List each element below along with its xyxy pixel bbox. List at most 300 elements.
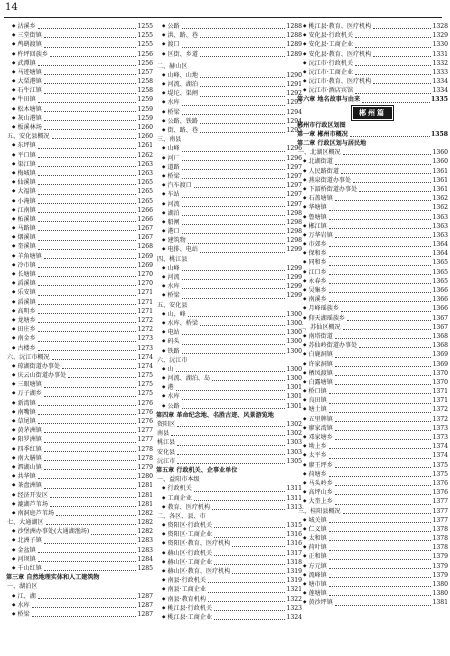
toc-entry-page: 1371 [432,388,448,396]
leader-dots [38,194,137,195]
toc-entry-title: ◆ 安化县·工商企业 [303,40,353,49]
toc-entry[interactable] [156,494,302,503]
toc-entry-title: ◆ 行政机关 [162,484,192,493]
toc-entry-title: ◆ 方元镇 [303,562,327,571]
toc-chapter-heading[interactable] [297,139,448,148]
toc-chapter-heading[interactable] [297,121,448,130]
toc-entry[interactable] [6,261,153,270]
leader-dots [44,469,137,470]
toc-entry[interactable] [297,387,448,396]
leader-dots [200,37,286,38]
toc-section-heading[interactable] [156,438,302,447]
toc-entry[interactable] [156,558,302,567]
toc-entry[interactable] [156,402,302,411]
toc-entry-page: 1331 [432,50,448,58]
toc-entry[interactable] [297,304,448,313]
toc-entry[interactable] [297,543,448,552]
toc-entry-title: ◆ 南县·工商企业 [162,585,206,594]
toc-entry-page: 1372 [432,406,448,414]
leader-dots [38,203,137,204]
toc-entry[interactable] [6,215,153,224]
toc-entry[interactable] [156,99,302,108]
toc-entry[interactable] [297,378,448,387]
toc-section-heading[interactable] [156,255,302,264]
toc-entry[interactable] [6,96,153,105]
toc-entry[interactable] [297,213,448,222]
toc-entry-title: ◆ 武潭镇 [12,59,36,68]
toc-entry-page: 1300 [286,365,302,373]
toc-entry[interactable] [156,200,302,209]
toc-entry[interactable] [6,206,153,215]
leader-dots [335,366,432,367]
toc-entry-page: 1323 [286,604,302,612]
toc-chapter-heading[interactable] [297,130,448,139]
toc-entry[interactable] [297,259,448,268]
toc-entry-page: 1282 [137,509,153,517]
toc-entry[interactable] [156,374,302,383]
toc-entry[interactable] [6,187,153,196]
toc-entry-page: 1276 [137,408,153,416]
toc-entry[interactable] [6,390,153,399]
toc-entry[interactable] [297,424,448,433]
toc-entry[interactable] [297,341,448,350]
toc-entry[interactable] [297,451,448,460]
toc-entry-title: 一、益阳市本级 [157,476,200,484]
leader-dots [335,485,432,486]
toc-entry[interactable] [156,144,302,153]
toc-entry[interactable] [297,203,448,212]
toc-entry-page: 1319 [286,568,302,576]
toc-entry[interactable] [6,279,153,288]
toc-entry-title: ◆ 桥梁 [162,172,180,181]
toc-entry[interactable] [297,194,448,203]
toc-section-heading[interactable] [6,132,153,141]
toc-entry-title: ◆ 经济开发区 [12,491,48,500]
toc-entry-page: 1280 [137,473,153,481]
toc-entry-page: 1364 [432,241,448,249]
toc-entry[interactable] [297,240,448,249]
toc-section-heading[interactable] [156,512,302,521]
toc-entry-title: 七、大通湖区 [7,519,44,527]
toc-entry[interactable] [156,328,302,337]
toc-entry[interactable] [6,233,153,242]
section-banner-label: 郴州篇 [353,107,392,119]
toc-entry-title: ◆ 万华岩镇 [303,231,333,240]
toc-entry-page: 1288 [286,32,302,40]
toc-entry-title: ◆ 南金乡 [12,334,36,343]
toc-entry-title: ◆ 金盆镇 [12,546,36,555]
toc-entry-page: 1364 [432,250,448,258]
leader-dots [373,56,431,57]
toc-entry-title: ◆ 南县·教育机构 [162,595,206,604]
toc-entry[interactable] [6,509,153,518]
toc-entry[interactable] [6,426,153,435]
toc-entry-title: ◆ 沅江市·工商企业 [303,68,353,77]
leader-dots [182,353,286,354]
toc-entry[interactable] [6,491,153,500]
toc-entry[interactable] [6,408,153,417]
leader-dots [62,368,136,369]
toc-entry-title: ◆ 江口乡 [303,268,327,277]
toc-entry[interactable] [6,141,153,150]
toc-entry[interactable] [156,236,302,245]
toc-entry[interactable] [6,481,153,490]
toc-entry-page: 1268 [137,243,153,251]
toc-entry[interactable] [297,479,448,488]
toc-entry[interactable] [156,50,302,59]
toc-entry-page: 1274 [137,353,153,361]
toc-entry[interactable] [6,86,153,95]
toc-entry-title: ◆ 牛田镇 [12,95,36,104]
toc-entry[interactable] [6,472,153,481]
toc-entry[interactable] [6,77,153,86]
toc-entry[interactable] [297,185,448,194]
toc-entry[interactable] [6,316,153,325]
toc-entry-page: 1282 [137,528,153,536]
toc-section-heading[interactable] [156,356,302,365]
toc-entry[interactable] [297,167,448,176]
toc-entry-page: 1358 [431,130,448,138]
toc-entry[interactable] [6,334,153,343]
toc-entry[interactable] [6,151,153,160]
toc-entry-page: 1318 [286,558,302,566]
toc-entry-title: ◆ 石盖塘镇 [303,194,333,203]
toc-entry-page: 1258 [137,78,153,86]
toc-entry-title: ◆ 资阳区·教育、医疗机构 [162,539,230,548]
leader-dots [329,219,432,220]
toc-entry[interactable] [156,540,302,549]
leader-dots [44,543,137,544]
toc-entry-page: 1292 [286,90,302,98]
toc-entry[interactable] [6,59,153,68]
toc-entry[interactable] [156,273,302,282]
toc-entry[interactable] [297,580,448,589]
toc-entry-page: 1305 [286,457,302,465]
toc-entry[interactable] [297,286,448,295]
toc-entry[interactable] [156,80,302,89]
toc-section-heading[interactable] [6,582,153,591]
toc-entry[interactable] [156,264,302,273]
toc-entry[interactable] [156,365,302,374]
toc-entry[interactable] [156,227,302,236]
toc-entry[interactable] [156,117,302,126]
toc-entry-title: ◆ 工商企业 [162,494,192,503]
toc-entry-page: 1376 [432,479,448,487]
toc-entry[interactable] [156,40,302,49]
toc-entry[interactable] [297,40,448,49]
toc-entry[interactable] [6,288,153,297]
toc-section-heading[interactable] [156,429,302,438]
leader-dots [362,102,430,103]
toc-entry-page: 1277 [137,427,153,435]
toc-entry[interactable] [6,592,153,601]
leader-dots [347,320,431,321]
toc-entry[interactable] [297,31,448,40]
toc-chapter-heading[interactable] [156,466,302,475]
toc-chapter-heading[interactable] [297,96,448,105]
toc-entry-title: ◆ 庆云山街道办事处 [12,371,66,380]
toc-entry[interactable] [6,298,153,307]
toc-entry[interactable] [297,488,448,497]
toc-entry-title: ◆ 长塘镇 [12,270,36,279]
toc-entry[interactable] [6,527,153,536]
toc-entry[interactable] [6,445,153,454]
toc-section-heading[interactable] [297,323,448,332]
toc-entry[interactable] [6,270,153,279]
toc-entry[interactable] [6,454,153,463]
toc-entry[interactable] [156,31,302,40]
toc-section-heading[interactable] [156,62,302,71]
toc-entry[interactable] [6,160,153,169]
toc-entry-title: ◆ 河流、湖泊 [162,80,198,89]
toc-entry[interactable] [297,470,448,479]
toc-entry-title: ◆ 道路 [162,163,180,172]
toc-entry-title: ◆ 南县·行政机关 [162,576,206,585]
toc-entry-page: 1375 [432,470,448,478]
toc-entry-title: ◆ 江、湖 [12,592,36,601]
toc-entry[interactable] [6,435,153,444]
toc-entry-page: 1365 [432,259,448,267]
leader-dots [38,414,137,415]
toc-entry-page: 1255 [137,41,153,49]
toc-entry-page: 1334 [432,78,448,86]
toc-entry[interactable] [156,503,302,512]
leader-dots [355,74,431,75]
toc-entry[interactable] [156,209,302,218]
toc-entry-page: 1377 [432,507,448,515]
toc-entry[interactable] [297,157,448,166]
toc-entry-page: 1301 [286,402,302,410]
toc-entry[interactable] [6,197,153,206]
toc-entry[interactable] [297,249,448,258]
toc-entry[interactable] [156,567,302,576]
toc-entry[interactable] [156,530,302,539]
toc-entry[interactable] [6,31,153,40]
leader-dots [38,478,137,479]
toc-entry[interactable] [6,537,153,546]
leader-dots [44,460,137,461]
toc-entry[interactable] [297,277,448,286]
toc-entry[interactable] [6,22,153,31]
toc-entry[interactable] [156,310,302,319]
toc-entry[interactable] [6,224,153,233]
toc-entry[interactable] [6,252,153,261]
toc-entry[interactable] [6,169,153,178]
toc-entry[interactable] [156,393,302,402]
toc-section-heading[interactable] [156,457,302,466]
toc-entry[interactable] [156,521,302,530]
toc-entry[interactable] [156,347,302,356]
toc-entry-title: ◆ 南大膳镇 [12,454,42,463]
toc-entry[interactable] [156,172,302,181]
leader-dots [329,274,432,275]
toc-entry[interactable] [6,114,153,123]
toc-entry[interactable] [6,399,153,408]
toc-entry[interactable] [156,163,302,172]
toc-entry[interactable] [156,246,302,255]
toc-entry[interactable] [6,371,153,380]
toc-entry-title: ◆ 古楼乡 [12,344,36,353]
toc-entry[interactable] [297,68,448,77]
toc-chapter-heading[interactable] [156,411,302,420]
toc-entry[interactable] [156,585,302,594]
toc-entry[interactable] [6,500,153,509]
toc-entry-page: 1266 [137,206,153,214]
toc-entry[interactable] [156,549,302,558]
toc-entry[interactable] [297,497,448,506]
toc-entry[interactable] [297,442,448,451]
leader-dots [171,435,285,436]
toc-entry-title: ◆ 许家洞镇 [303,360,333,369]
toc-entry[interactable] [156,181,302,190]
toc-entry[interactable] [6,344,153,353]
toc-entry[interactable] [297,22,448,31]
toc-entry[interactable] [297,461,448,470]
toc-entry-page: 1269 [137,261,153,269]
toc-entry[interactable] [297,516,448,525]
toc-entry-title: ◆ 流峰镇 [303,571,327,580]
toc-entry-page: 1311 [286,494,302,502]
toc-entry[interactable] [156,337,302,346]
toc-entry-title: 五、安化县概况 [7,133,50,141]
toc-entry[interactable] [297,415,448,424]
toc-entry[interactable] [156,154,302,163]
toc-entry[interactable] [156,218,302,227]
toc-entry[interactable] [297,433,448,442]
toc-entry-page: 1295 [286,127,302,135]
toc-entry[interactable] [297,562,448,571]
toc-entry-page: 1313 [286,503,302,511]
toc-entry[interactable] [297,176,448,185]
toc-entry[interactable] [6,362,153,371]
toc-entry[interactable] [297,332,448,341]
toc-entry[interactable] [297,598,448,607]
toc-section-heading[interactable] [6,518,153,527]
toc-section-heading[interactable] [156,448,302,457]
toc-section-heading[interactable] [156,420,302,429]
toc-entry[interactable] [6,463,153,472]
toc-entry-title: ◆ 汽车渡口 [162,181,192,190]
toc-entry[interactable] [156,190,302,199]
toc-entry[interactable] [156,71,302,80]
toc-entry-page: 1317 [286,549,302,557]
toc-entry-title: ◆ 北洲子镇 [12,536,42,545]
toc-entry[interactable] [156,22,302,31]
toc-section-heading[interactable] [297,148,448,157]
toc-section-heading[interactable] [297,507,448,516]
toc-entry[interactable] [297,525,448,534]
toc-entry-title: ◆ 下湄桥街道办事处 [303,185,357,194]
toc-entry[interactable] [156,595,302,604]
toc-entry[interactable] [297,553,448,562]
toc-section-heading[interactable] [156,475,302,484]
toc-entry[interactable] [6,417,153,426]
toc-entry[interactable] [297,59,448,68]
toc-entry[interactable] [6,40,153,49]
toc-section-heading[interactable] [156,135,302,144]
toc-entry[interactable] [297,77,448,86]
toc-entry[interactable] [156,89,302,98]
toc-entry[interactable] [6,380,153,389]
toc-entry-page: 1300 [286,310,302,318]
toc-section-heading[interactable] [6,353,153,362]
toc-entry[interactable] [297,406,448,415]
toc-entry[interactable] [156,108,302,117]
toc-entry[interactable] [6,564,153,573]
toc-entry[interactable] [297,369,448,378]
toc-entry-title: ◆ 河流、湖泊、岛 [162,374,210,383]
toc-entry[interactable] [297,314,448,323]
toc-entry[interactable] [6,610,153,619]
toc-entry[interactable] [6,243,153,252]
toc-entry[interactable] [297,268,448,277]
toc-entry[interactable] [297,350,448,359]
toc-entry[interactable] [297,396,448,405]
toc-entry-title: 三、桂阳县概况 [298,507,341,515]
leader-dots [44,488,137,489]
leader-dots [208,592,286,593]
leader-dots [52,359,137,360]
toc-entry-page: 1281 [137,500,153,508]
leader-dots [182,28,286,29]
toc-entry[interactable] [156,484,302,493]
toc-entry[interactable] [6,68,153,77]
toc-entry[interactable] [297,231,448,240]
toc-entry[interactable] [6,555,153,564]
toc-entry-page: 1371 [432,397,448,405]
toc-entry[interactable] [156,126,302,135]
toc-entry[interactable] [156,576,302,585]
toc-column-2 [156,22,302,650]
toc-chapter-heading[interactable] [6,573,153,582]
toc-entry[interactable] [6,546,153,555]
toc-entry[interactable] [297,571,448,580]
toc-entry-title: ◆ 船闸 [162,218,180,227]
toc-entry-page: 1367 [432,314,448,322]
toc-entry[interactable] [297,295,448,304]
toc-entry-page: 1267 [137,225,153,233]
leader-dots [214,619,285,620]
toc-entry[interactable] [6,601,153,610]
toc-entry[interactable] [297,589,448,598]
toc-entry[interactable] [297,222,448,231]
toc-entry[interactable] [156,613,302,622]
toc-entry[interactable] [6,123,153,132]
leader-dots [182,344,286,345]
toc-entry[interactable] [156,291,302,300]
leader-dots [38,148,137,149]
toc-entry[interactable] [6,178,153,187]
toc-entry[interactable] [6,307,153,316]
toc-entry[interactable] [156,383,302,392]
leader-dots [44,93,137,94]
toc-entry-title: ◆ 乐安镇 [12,288,36,297]
toc-entry[interactable] [156,319,302,328]
toc-entry[interactable] [297,360,448,369]
toc-entry[interactable] [156,282,302,291]
toc-section-heading[interactable] [156,301,302,310]
toc-entry[interactable] [6,325,153,334]
toc-entry[interactable] [297,50,448,59]
toc-entry[interactable] [297,86,448,95]
toc-entry[interactable] [6,50,153,59]
toc-entry-title: ◆ 城关镇 [303,516,327,525]
toc-entry-page: 1279 [137,463,153,471]
toc-entry[interactable] [156,604,302,613]
leader-dots [56,515,136,516]
toc-entry[interactable] [297,534,448,543]
toc-entry[interactable] [6,105,153,114]
